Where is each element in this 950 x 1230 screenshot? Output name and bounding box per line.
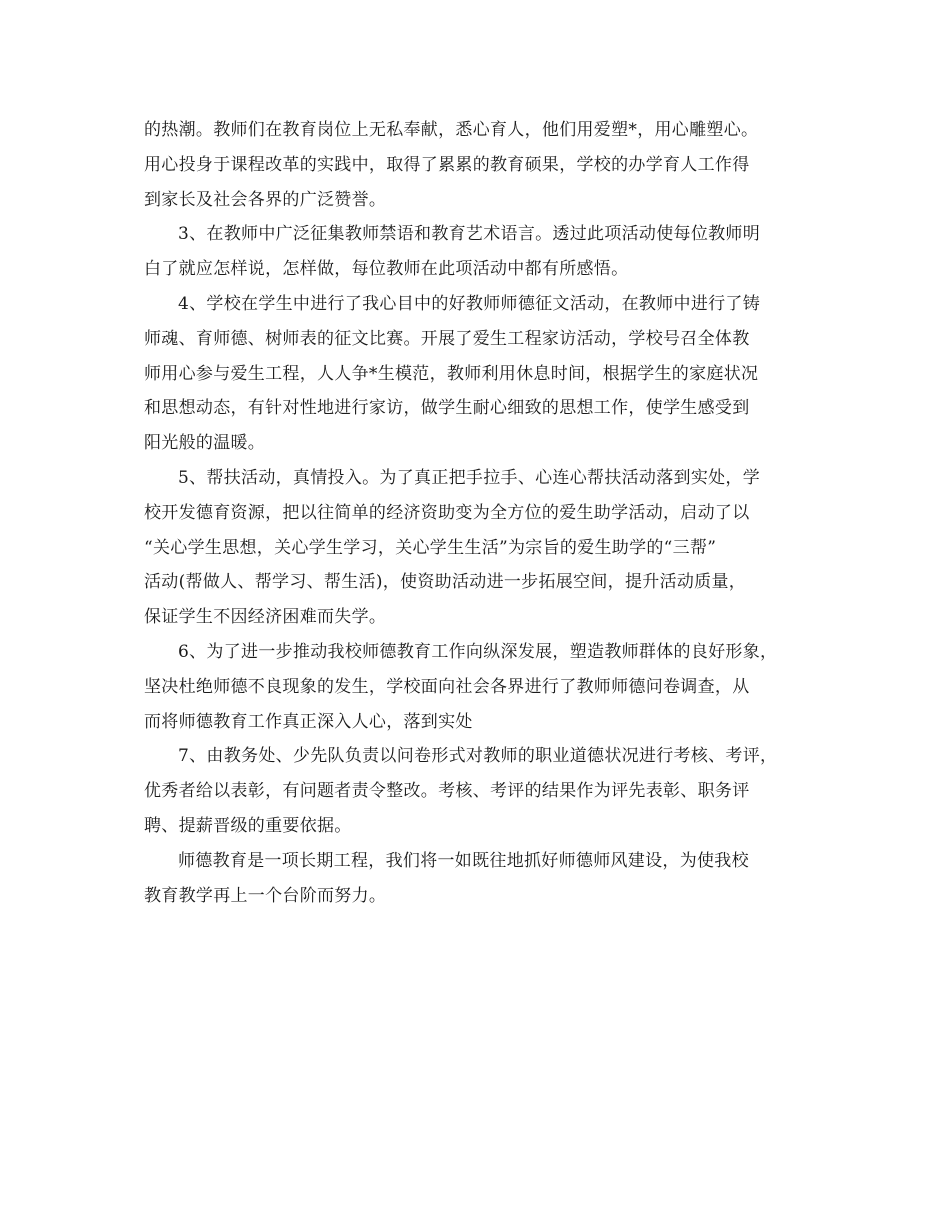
text-line: 师用心参与爱生工程，人人争*生模范，教师利用休息时间，根据学生的家庭状况	[144, 363, 759, 384]
text-line: 4、学校在学生中进行了我心目中的好教师师德征文活动，在教师中进行了铸	[178, 293, 761, 314]
text-line: 阳光般的温暖。	[144, 433, 266, 454]
text-line: 活动(帮做人、帮学习、帮生活)，使资助活动进一步拓展空间，提升活动质量，	[144, 572, 747, 593]
text-line: 校开发德育资源，把以往简单的经济资助变为全方位的爱生助学活动，启动了以	[144, 502, 750, 523]
text-line: 而将师德教育工作真正深入人心，落到实处	[144, 711, 473, 732]
text-line: 优秀者给以表彰，有问题者责令整改。考核、考评的结果作为评先表彰、职务评	[144, 781, 750, 802]
text-line: 3、在教师中广泛征集教师禁语和教育艺术语言。透过此项活动使每位教师明	[178, 224, 761, 245]
text-line: 聘、提薪晋级的重要依据。	[144, 815, 352, 836]
text-line: 师魂、育师德、树师表的征文比赛。开展了爱生工程家访活动，学校号召全体教	[144, 328, 750, 349]
text-line: 7、由教务处、少先队负责以问卷形式对教师的职业道德状况进行考核、考评，	[178, 746, 778, 767]
text-line: 白了就应怎样说，怎样做，每位教师在此项活动中都有所感悟。	[144, 259, 629, 280]
text-line: “关心学生思想，关心学生学习，关心学生生活”为宗旨的爱生助学的“三帮”	[144, 537, 717, 558]
text-line: 用心投身于课程改革的实践中，取得了累累的教育硕果，学校的办学育人工作得	[144, 154, 750, 175]
body-text	[144, 113, 824, 913]
text-line: 教育教学再上一个台阶而努力。	[144, 885, 387, 906]
text-line: 师德教育是一项长期工程，我们将一如既往地抓好师德师风建设，为使我校	[178, 850, 749, 871]
text-line: 的热潮。教师们在教育岗位上无私奉献，悉心育人，他们用爱塑*，用心雕塑心。	[144, 120, 759, 140]
text-line: 6、为了进一步推动我校师德教育工作向纵深发展，塑造教师群体的良好形象，	[178, 641, 778, 662]
text-line: 保证学生不因经济困难而失学。	[144, 607, 387, 628]
text-line: 坚决杜绝师德不良现象的发生，学校面向社会各界进行了教师师德问卷调查，从	[144, 676, 750, 697]
text-line: 5、帮扶活动，真情投入。为了真正把手拉手、心连心帮扶活动落到实处，学	[178, 467, 761, 488]
text-line: 到家长及社会各界的广泛赞誉。	[144, 189, 387, 210]
text-line: 和思想动态，有针对性地进行家访，做学生耐心细致的思想工作，使学生感受到	[144, 398, 750, 419]
